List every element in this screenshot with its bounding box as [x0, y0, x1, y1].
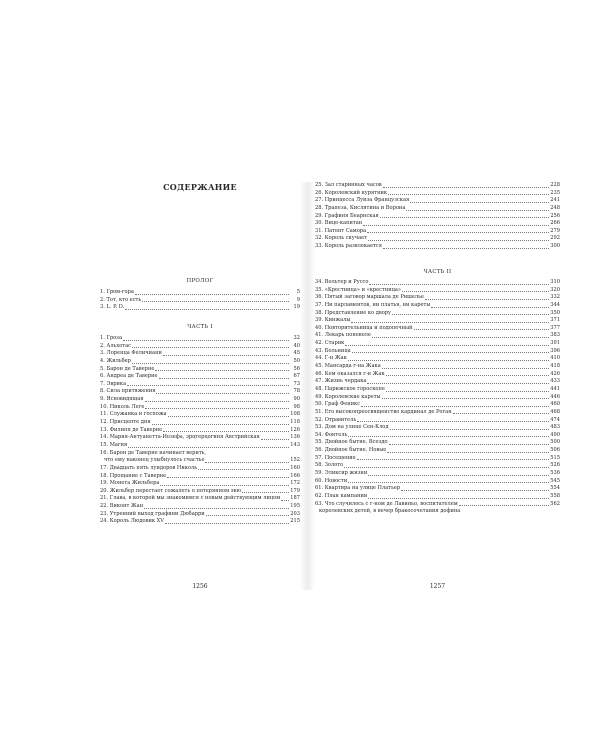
- left-page: [100, 182, 300, 590]
- toc-entry-page: 292: [550, 235, 560, 242]
- toc-entry: [315, 417, 560, 425]
- toc-entry: [315, 294, 560, 302]
- toc-entry-title: 61. Квартира на улице Платьер: [315, 485, 401, 492]
- toc-entry-title: 15. Магия: [100, 441, 128, 448]
- toc-entry-title: 3. Лоренца Феличиани: [100, 350, 162, 357]
- toc-entry: [315, 439, 560, 447]
- toc-entry: [315, 302, 560, 310]
- toc-entry-page: 433: [550, 378, 560, 385]
- toc-entry: [315, 332, 560, 340]
- toc-entry: [100, 297, 300, 305]
- toc-entry-page: 371: [550, 317, 560, 324]
- leader-dots: [369, 279, 549, 285]
- toc-entry-title: 2. Тот, кто есть: [100, 296, 142, 303]
- toc-entry: [315, 287, 560, 295]
- toc-entry-page: 108: [290, 411, 300, 418]
- leader-dots: [348, 478, 549, 484]
- leader-dots: [206, 511, 289, 517]
- toc-entry-page: 67: [293, 373, 300, 380]
- toc-entry-title: 19. Монета Жильбера: [100, 480, 160, 487]
- toc-continued-list: [315, 182, 560, 251]
- toc-entry: [315, 455, 560, 463]
- toc-entry: [315, 228, 560, 236]
- toc-entry: [315, 401, 560, 409]
- toc-entry: [100, 442, 300, 450]
- toc-entry-title: 35. «Крестница» и «крестница»: [315, 286, 402, 293]
- toc-entry: [315, 279, 560, 287]
- toc-entry: [100, 350, 300, 358]
- toc-entry-title: 28. Трапеза, Кислятина и Ворона: [315, 204, 406, 211]
- toc-entry-title: 29. Графиня Беарнская: [315, 212, 379, 219]
- toc-entry-page: 383: [550, 332, 560, 339]
- leader-dots: [152, 419, 289, 425]
- toc-entry-title: 11. Служанка и госпожа: [100, 411, 167, 418]
- part2-list: [315, 279, 560, 516]
- toc-entry: [315, 363, 560, 371]
- toc-entry-title: 12. Присцепте дня: [100, 419, 151, 426]
- toc-entry-page: 40: [293, 342, 300, 349]
- toc-entry: [315, 478, 560, 486]
- leader-dots: [431, 302, 549, 308]
- part1-list: [100, 335, 300, 526]
- leader-dots: [344, 462, 549, 468]
- toc-entry-title: королевских детей, в вечер бракосочетания дофина: [319, 508, 461, 515]
- right-page: [315, 182, 560, 590]
- book-gutter: [300, 182, 315, 590]
- toc-entry-page: 45: [293, 350, 300, 357]
- toc-entry: [100, 503, 300, 511]
- toc-entry-title: 34. Вольтер и Руссо: [315, 279, 369, 285]
- toc-entry: [100, 518, 300, 526]
- page-number: 1256: [192, 583, 208, 590]
- leader-dots: [453, 409, 549, 415]
- toc-entry-page: 179: [290, 487, 300, 494]
- toc-entry-title: 55. Двойное бытие. Всеэдо: [315, 439, 388, 446]
- leader-dots: [145, 396, 289, 402]
- toc-entry-title: 41. Лекарь поневоле: [315, 332, 371, 339]
- toc-entry-title: 8. Сила притяжения: [100, 388, 156, 395]
- toc-entry: [315, 470, 560, 478]
- leader-dots: [401, 485, 549, 491]
- leader-dots: [383, 182, 549, 188]
- toc-entry-page: 391: [550, 340, 560, 347]
- toc-entry-title: 63. Что случилось с г-ном де Лавиньо, воспитателем: [315, 500, 458, 507]
- leader-dots: [392, 310, 549, 316]
- toc-entry-page: 166: [290, 472, 300, 479]
- leader-dots: [368, 493, 549, 499]
- toc-entry-title: 36. Пятый заговор маршала де Ришелье: [315, 294, 424, 301]
- toc-entry-title: 2. Альхотас: [100, 342, 131, 349]
- toc-entry-title: 4. Жильбер: [100, 357, 131, 364]
- leader-dots: [361, 401, 549, 407]
- leader-dots: [357, 417, 549, 423]
- leader-dots: [389, 439, 549, 445]
- toc-entry: [100, 366, 300, 374]
- toc-entry-page: 426: [550, 370, 560, 377]
- leader-dots: [368, 235, 549, 241]
- toc-entry-title: 57. Посещение: [315, 454, 356, 461]
- leader-dots: [242, 488, 289, 494]
- leader-dots: [348, 432, 549, 438]
- leader-dots: [367, 378, 549, 384]
- toc-entry: [100, 388, 300, 396]
- toc-entry: [315, 325, 560, 333]
- toc-entry-title: 51. Его высокопреосвященство кардинал де Роган: [315, 408, 452, 415]
- toc-entry-page: 56: [293, 365, 300, 372]
- toc-entry: [315, 493, 560, 501]
- toc-entry-title: 5. Барон де Таверне: [100, 365, 155, 372]
- toc-entry-page: 266: [550, 220, 560, 227]
- toc-entry-page: 396: [550, 347, 560, 354]
- toc-entry-page: 195: [290, 503, 300, 510]
- toc-entry-page: 98: [293, 403, 300, 410]
- toc-entry: [100, 404, 300, 412]
- leader-dots: [132, 343, 289, 349]
- toc-entry-title: 43. Больница: [315, 347, 351, 354]
- leader-dots: [281, 495, 289, 501]
- leader-dots: [205, 457, 289, 463]
- leader-dots: [127, 381, 289, 387]
- leader-dots: [363, 220, 549, 226]
- leader-dots: [459, 501, 549, 507]
- toc-entry-page: 136: [290, 434, 300, 441]
- toc-entry-page: 310: [550, 279, 560, 285]
- toc-entry-page: 9: [296, 296, 300, 303]
- leader-dots: [163, 427, 289, 433]
- toc-entry-title: 39. Кинжалы: [315, 317, 351, 324]
- toc-entry: [100, 480, 300, 488]
- toc-entry: [100, 434, 300, 442]
- leader-dots: [198, 465, 289, 471]
- leader-dots: [372, 332, 549, 338]
- toc-entry-title: 47. Жизнь чердака: [315, 378, 367, 385]
- toc-entry: [100, 396, 300, 404]
- toc-entry-title: 23. Утренний выход графини Дюбарри: [100, 510, 205, 517]
- toc-entry-title: 46. Кем оказался г-н Жак: [315, 370, 385, 377]
- page-number: 1257: [429, 583, 446, 590]
- toc-entry-title: 26. Королевский курятник: [315, 189, 388, 196]
- leader-dots: [402, 287, 549, 293]
- toc-entry-page: 50: [293, 357, 300, 364]
- toc-entry: [315, 205, 560, 213]
- toc-entry: [315, 317, 560, 325]
- toc-entry-title: 30. Вице-капитан: [315, 220, 363, 227]
- toc-entry-title: 50. Граф Феникс: [315, 401, 361, 408]
- toc-entry-title: 1. Гроза: [100, 335, 122, 341]
- toc-entry-title: 21. Глава, в которой мы знакомимся с новым действующим лицом: [100, 495, 281, 502]
- toc-entry: [315, 243, 560, 251]
- toc-entry-title: 9. Ясновидящая: [100, 396, 144, 403]
- toc-entry: [315, 371, 560, 379]
- leader-dots: [352, 348, 549, 354]
- toc-entry: [100, 488, 300, 496]
- toc-entry-page: 152: [290, 457, 300, 464]
- toc-entry-title: 14. Мария-Антуанетта-Иозефа, эрцгерцогиня Австрийская: [100, 434, 260, 441]
- toc-entry: [100, 457, 300, 465]
- leader-dots: [160, 480, 289, 486]
- toc-entry-page: 460: [550, 401, 560, 408]
- toc-entry: [315, 310, 560, 318]
- toc-entry-title: 45. Мансарда г-на Жака: [315, 363, 381, 370]
- toc-entry-title: 1. Гром-гора: [100, 289, 134, 295]
- toc-entry-title: 59. Эликсир жизни: [315, 470, 368, 477]
- toc-entry-page: 160: [290, 464, 300, 471]
- toc-entry-title: 22. Виконт Жан: [100, 503, 144, 510]
- toc-entry-page: 172: [290, 480, 300, 487]
- toc-entry-title: 42. Старик: [315, 340, 345, 347]
- toc-entry-title: 25. Зал старинных часов: [315, 182, 382, 188]
- leader-dots: [380, 213, 549, 219]
- toc-entry-page: 468: [550, 408, 560, 415]
- toc-entry-page: 203: [290, 510, 300, 517]
- leader-dots: [414, 325, 549, 331]
- leader-dots: [348, 355, 549, 361]
- toc-entry: [315, 340, 560, 348]
- toc-entry-page: 73: [293, 380, 300, 387]
- toc-entry-title: 56. Двойное бытие. Новые: [315, 447, 387, 454]
- toc-entry: [315, 182, 560, 190]
- toc-entry-page: 126: [290, 426, 300, 433]
- leader-dots: [168, 411, 289, 417]
- toc-entry: [100, 465, 300, 473]
- leader-dots: [135, 289, 289, 295]
- toc-entry-page: 536: [550, 470, 560, 477]
- toc-entry-page: 320: [550, 286, 560, 293]
- toc-entry: [100, 343, 300, 351]
- toc-entry-title: 17. Двадцать пять луидоров Николь: [100, 464, 197, 471]
- toc-entry-title: 7. Эврика: [100, 380, 127, 387]
- prolog-list: [100, 289, 300, 312]
- toc-entry: [315, 235, 560, 243]
- toc-entry: [100, 411, 300, 419]
- toc-entry: [100, 511, 300, 519]
- toc-entry-title: 40. Повторительница и подопечный: [315, 324, 413, 331]
- toc-entry-page: 332: [550, 294, 560, 301]
- leader-dots: [123, 335, 289, 341]
- leader-dots: [165, 518, 289, 524]
- toc-entry-title: 37. Ни парламентов, ни платья, ни кареты: [315, 301, 431, 308]
- leader-dots: [125, 304, 289, 310]
- toc-entry-page: 32: [293, 335, 300, 341]
- leader-dots: [159, 373, 289, 379]
- toc-entry: [315, 508, 560, 516]
- toc-entry-page: 300: [550, 243, 560, 250]
- toc-entry-page: 187: [290, 495, 300, 502]
- toc-entry: [100, 358, 300, 366]
- toc-entry-page: 377: [550, 324, 560, 331]
- toc-entry-title: 16. Барон де Таверне начинает верить,: [100, 449, 207, 456]
- toc-entry-title: 60. Новости: [315, 477, 348, 484]
- toc-entry-page: 235: [550, 189, 560, 196]
- leader-dots: [155, 366, 289, 372]
- toc-entry: [315, 190, 560, 198]
- toc-entry-page: 515: [550, 454, 560, 461]
- page-title: СОДЕРЖАНИЕ: [163, 182, 237, 192]
- toc-entry-page: 5: [296, 289, 300, 295]
- toc-entry: [315, 424, 560, 432]
- leader-dots: [144, 503, 289, 509]
- leader-dots: [167, 473, 289, 479]
- toc-entry-page: 118: [290, 419, 300, 426]
- toc-entry-title: 31. Патент Самора: [315, 227, 367, 234]
- toc-entry-title: 44. Г-н Жак: [315, 355, 347, 362]
- toc-entry-title: 54. Фонтель: [315, 431, 348, 438]
- toc-entry-title: 3. L. P. D.: [100, 304, 125, 311]
- toc-entry-page: 241: [550, 197, 560, 204]
- toc-entry: [315, 485, 560, 493]
- leader-dots: [386, 371, 549, 377]
- leader-dots: [406, 205, 549, 211]
- toc-entry-title: 18. Прощание с Таверне: [100, 472, 167, 479]
- toc-entry-title: 58. Золото: [315, 462, 344, 469]
- toc-entry: [315, 409, 560, 417]
- toc-entry-page: 143: [290, 441, 300, 448]
- toc-entry: [315, 348, 560, 356]
- toc-entry-page: 344: [550, 301, 560, 308]
- toc-entry-page: 562: [550, 500, 560, 507]
- toc-entry: [100, 419, 300, 427]
- part1-heading: ЧАСТЬ I: [187, 324, 213, 330]
- toc-entry-title: что ему наконец улыбнулось счастье: [104, 457, 205, 464]
- toc-entry-page: 558: [550, 492, 560, 499]
- toc-entry-title: 52. Отравитель: [315, 416, 357, 423]
- toc-entry: [315, 447, 560, 455]
- toc-entry-page: 506: [550, 447, 560, 454]
- leader-dots: [383, 243, 549, 249]
- toc-entry-page: 248: [550, 204, 560, 211]
- toc-entry: [315, 386, 560, 394]
- toc-entry: [315, 213, 560, 221]
- toc-entry: [100, 289, 300, 297]
- leader-dots: [351, 317, 549, 323]
- toc-entry-title: 10. Николь Леге: [100, 403, 145, 410]
- toc-entry: [100, 495, 300, 503]
- toc-entry-title: 20. Жильбер перестает сожалеть о потерянном экю: [100, 487, 242, 494]
- leader-dots: [132, 358, 289, 364]
- toc-entry-page: 418: [550, 363, 560, 370]
- leader-dots: [387, 447, 549, 453]
- toc-entry-title: 33. Король развлекается: [315, 243, 382, 250]
- toc-entry: [315, 197, 560, 205]
- toc-entry-page: 554: [550, 485, 560, 492]
- toc-entry: [315, 355, 560, 363]
- leader-dots: [345, 340, 549, 346]
- leader-dots: [142, 297, 289, 303]
- toc-entry: [315, 220, 560, 228]
- leader-dots: [386, 386, 549, 392]
- leader-dots: [357, 455, 549, 461]
- toc-entry-page: 228: [550, 182, 560, 188]
- toc-entry-title: 13. Филипп де Таверне: [100, 426, 163, 433]
- leader-dots: [388, 190, 549, 196]
- toc-entry-title: 27. Принцесса Луиза Французская: [315, 197, 410, 204]
- leader-dots: [410, 197, 549, 203]
- toc-entry: [100, 381, 300, 389]
- toc-entry-page: 350: [550, 309, 560, 316]
- toc-entry: [100, 304, 300, 312]
- toc-entry-page: 215: [290, 518, 300, 525]
- toc-entry-page: 19: [293, 304, 300, 311]
- leader-dots: [163, 350, 289, 356]
- toc-entry-page: 474: [550, 416, 560, 423]
- leader-dots: [382, 394, 549, 400]
- toc-entry: [315, 378, 560, 386]
- toc-entry-page: 483: [550, 424, 560, 431]
- prolog-heading: ПРОЛОГ: [186, 278, 214, 284]
- leader-dots: [128, 442, 289, 448]
- leader-dots: [145, 404, 289, 410]
- part2-heading: ЧАСТЬ II: [423, 269, 452, 275]
- toc-entry-title: 38. Представление ко двору: [315, 309, 392, 316]
- toc-entry-title: 6. Андреа де Таверне: [100, 373, 158, 380]
- toc-entry-page: 441: [550, 385, 560, 392]
- toc-entry-title: 32. Король скучает: [315, 235, 367, 242]
- toc-entry-title: 62. План кампании: [315, 492, 368, 499]
- toc-entry-title: 53. Дом на улице Сен-Клод: [315, 424, 389, 431]
- toc-entry-page: 545: [550, 477, 560, 484]
- toc-entry-page: 78: [293, 388, 300, 395]
- leader-dots: [382, 363, 549, 369]
- toc-entry-page: 490: [550, 431, 560, 438]
- toc-entry-title: 48. Парижское гороскопе: [315, 385, 385, 392]
- leader-dots: [261, 434, 289, 440]
- toc-entry-page: 410: [550, 355, 560, 362]
- leader-dots: [390, 424, 549, 430]
- toc-entry-page: 446: [550, 393, 560, 400]
- toc-entry-page: 279: [550, 227, 560, 234]
- toc-entry-title: 24. Король Людовик XV: [100, 518, 164, 525]
- toc-entry-page: 526: [550, 462, 560, 469]
- toc-entry-page: 500: [550, 439, 560, 446]
- leader-dots: [367, 228, 549, 234]
- toc-entry-page: 90: [293, 396, 300, 403]
- toc-entry: [315, 462, 560, 470]
- toc-entry-page: 256: [550, 212, 560, 219]
- toc-entry: [100, 373, 300, 381]
- toc-entry: [100, 335, 300, 343]
- leader-dots: [425, 294, 549, 300]
- toc-entry-title: 49. Королевские кареты: [315, 393, 381, 400]
- leader-dots: [156, 388, 289, 394]
- leader-dots: [368, 470, 549, 476]
